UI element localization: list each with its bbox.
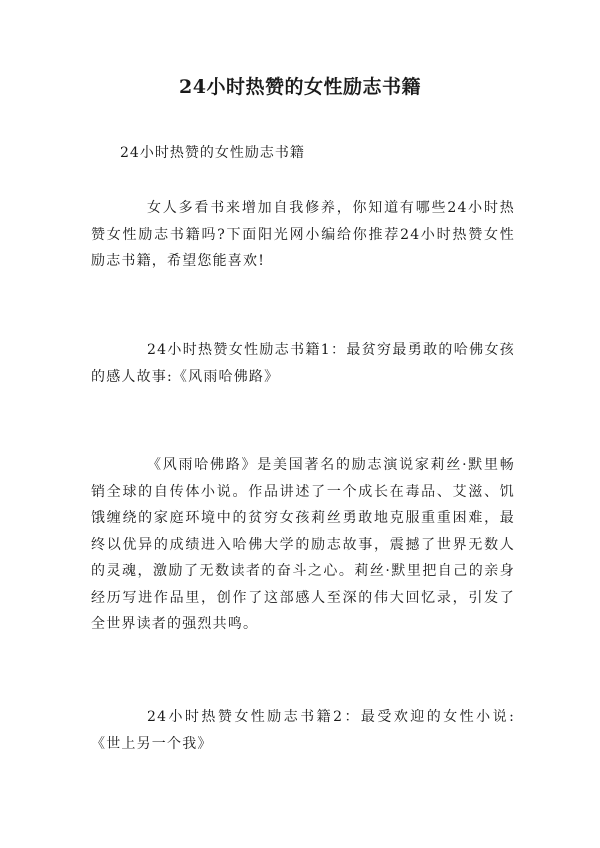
page-subtitle: 24小时热赞的女性励志书籍 — [120, 145, 305, 161]
book-2-heading-paragraph: 24小时热赞女性励志书籍2：最受欢迎的女性小说:《世上另一个我》 — [91, 709, 515, 752]
intro-paragraph: 女人多看书来增加自我修养，你知道有哪些24小时热赞女性励志书籍吗?下面阳光网小编给你推荐24小时热赞女性励志书籍，希望您能喜欢! — [91, 200, 515, 269]
book-1-description-paragraph: 《风雨哈佛路》是美国著名的励志演说家莉丝·默里畅销全球的自传体小说。作品讲述了一个成长在毒品、艾滋、饥饿缠绕的家庭环境中的贫穷女孩莉丝勇敢地克服重重困难，最终以优异的成绩进入哈佛大学的励志故事，震撼了世界无数人的灵魂，激励了无数读者的奋斗之心。莉丝·默里把自己的亲身经历写进作品里，创作了这部感人至深的伟大回忆录，引发了全世界读者的强烈共鸣。 — [91, 457, 515, 632]
page-title: 24小时热赞的女性励志书籍 — [179, 76, 421, 98]
book-1-heading-paragraph: 24小时热赞女性励志书籍1：最贫穷最勇敢的哈佛女孩的感人故事:《风雨哈佛路》 — [91, 342, 515, 385]
